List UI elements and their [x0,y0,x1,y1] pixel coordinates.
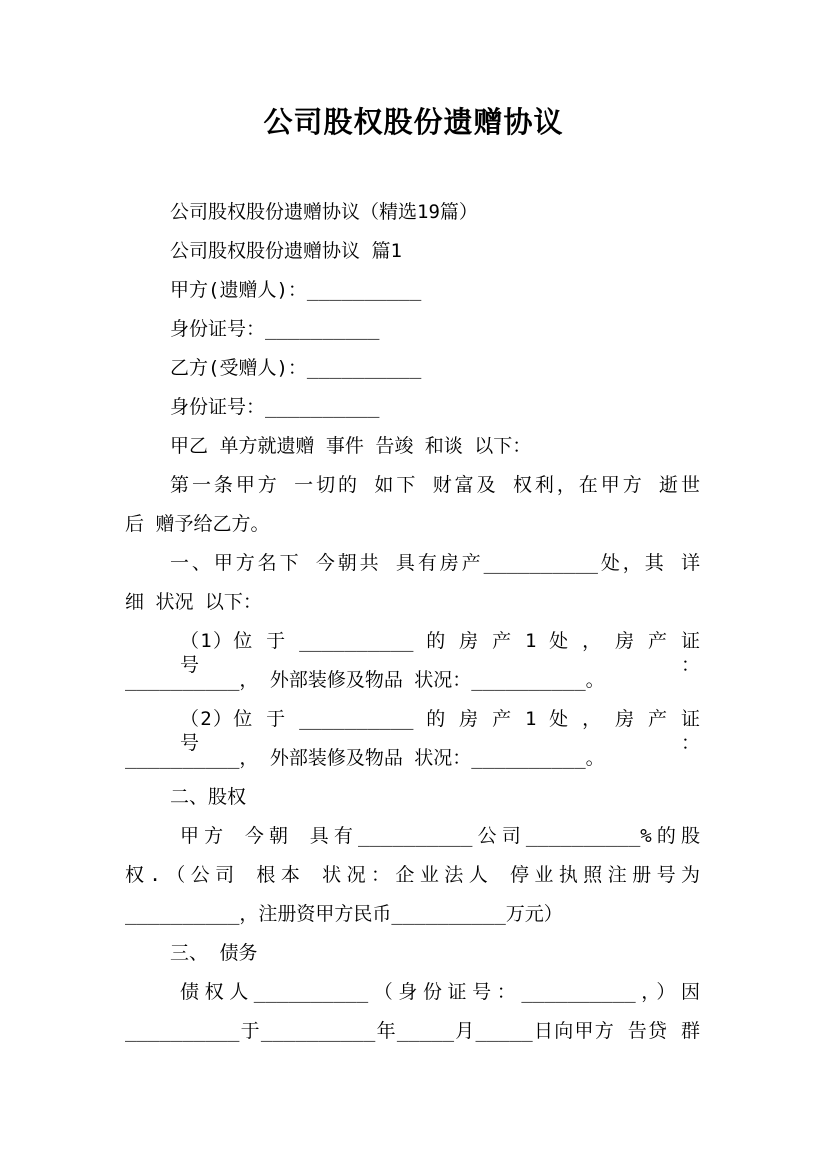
doc-line-equity-c: __________，注册资甲方民币__________万元） [125,903,563,925]
doc-line-party-a: 甲方(遗赠人)：__________ [170,279,422,301]
doc-line-intro: 甲乙 单方就遗赠 事件 告竣 和谈 以下： [170,435,532,457]
doc-line-property-b: 细 状况 以下： [125,591,262,613]
doc-line-party-b: 乙方(受赠人)：__________ [170,357,422,379]
doc-line-debt-a: 债权人__________（身份证号：__________，）因 [180,981,700,1003]
doc-line-id-a: 身份证号：__________ [170,318,380,340]
doc-line-debt-b: __________于__________年_____月_____日向甲方 告贷 群 [125,1020,700,1042]
document-title: 公司股权股份遗赠协议 [263,105,564,139]
doc-line-item2-b: __________， 外部装修及物品 状况：__________。 [125,747,605,769]
doc-line-item2-a: （2）位 于 __________ 的 房 产 1 处 ， 房 产 证 号 ： [180,708,700,754]
doc-line-subtitle: 公司股权股份遗赠协议（精选19篇） [170,201,478,223]
doc-line-article1-b: 后 赠予给乙方。 [125,513,270,535]
doc-line-equity-a: 甲方 今朝 具有__________公司__________%的股 [180,825,700,847]
doc-line-heading: 公司股权股份遗赠协议 篇1 [170,240,402,262]
doc-line-article1-a: 第一条甲方 一切的 如下 财富及 权利，在甲方 逝世 [170,474,700,496]
doc-line-section3: 三、 债务 [170,942,258,964]
doc-line-equity-b: 权.（公司 根本 状况：企业法人 停业执照注册号为 [125,864,700,886]
doc-line-item1-a: （1）位 于 __________ 的 房 产 1 处 ， 房 产 证 号 ： [180,630,700,676]
doc-line-section2: 二、股权 [170,786,247,808]
doc-line-item1-b: __________， 外部装修及物品 状况：__________。 [125,669,605,691]
doc-line-id-b: 身份证号：__________ [170,396,380,418]
doc-line-property-a: 一、甲方名下 今朝共 具有房产__________处，其 详 [170,552,700,574]
